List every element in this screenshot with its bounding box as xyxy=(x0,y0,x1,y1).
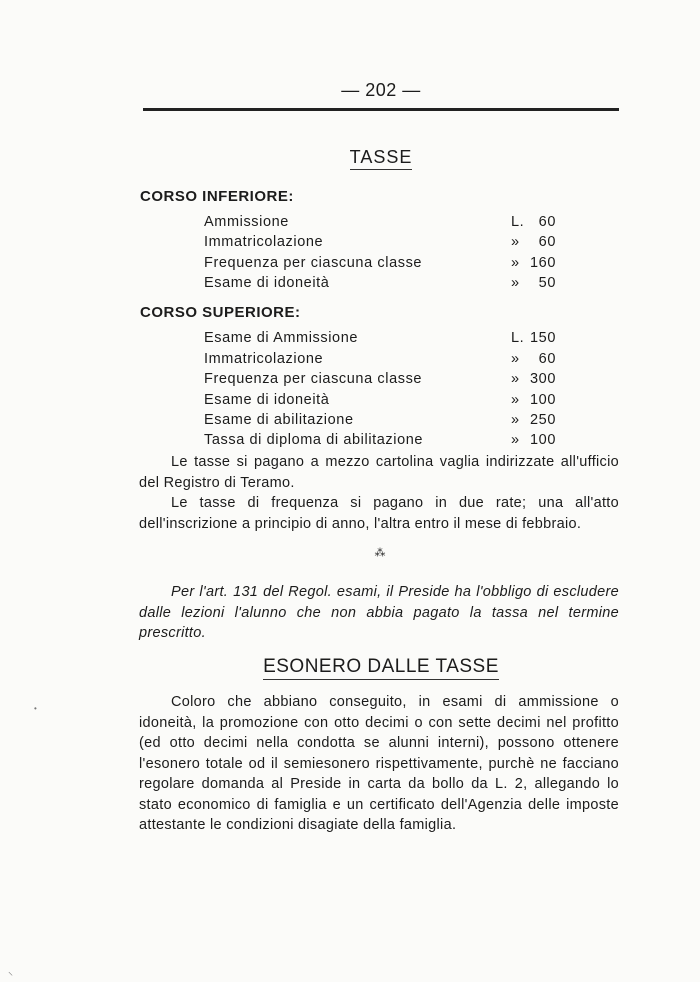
fee-currency: » xyxy=(511,234,520,250)
fee-currency: » xyxy=(511,275,520,291)
fee-amount: 60 xyxy=(538,234,556,250)
fee-label: Frequenza per ciascuna classe xyxy=(204,255,423,271)
fee-label: Tassa di diploma di abilitazione xyxy=(204,432,424,448)
fee-amount: 250 xyxy=(530,412,556,428)
tasse-heading-text: TASSE xyxy=(350,147,413,170)
paragraph-art131: Per l'art. 131 del Regol. esami, il Preside ha l'obbligo di escludere dalle lezioni l'alunno che non abbia pagato la tassa nel termine prescritto. xyxy=(139,584,619,641)
fee-label: Esame di idoneità xyxy=(204,392,330,408)
fee-row xyxy=(204,432,556,452)
fee-label: Esame di abilitazione xyxy=(204,412,354,428)
fee-row xyxy=(204,330,556,350)
fee-amount: 160 xyxy=(530,255,556,271)
paragraph-esonero: Coloro che abbiano conseguito, in esami di ammissione o idoneità, la promozione con otto decimi o con sette decimi nel profitto (ed otto decimi nella condotta se alunni interni), possono ottenere l'esonero totale od il semiesonero rispettivamente, purchè ne facciano regolare domanda al Preside in carta da bollo da L. 2, allegando lo stato economico di famiglia e un certificato dell'Agenzia delle imposte attestante le condizioni disagiate della famiglia. xyxy=(139,694,619,833)
fee-row xyxy=(204,275,556,295)
corso-inferiore-title: CORSO INFERIORE: xyxy=(140,188,294,205)
fee-amount: 100 xyxy=(530,392,556,408)
fee-row xyxy=(204,234,556,254)
header-rule xyxy=(143,108,619,111)
fee-currency: » xyxy=(511,255,520,271)
fee-row xyxy=(204,214,556,234)
fee-amount: 300 xyxy=(530,371,556,387)
fee-row xyxy=(204,351,556,371)
fee-amount: 100 xyxy=(530,432,556,448)
fee-row xyxy=(204,392,556,412)
paragraph-pagamento: Le tasse si pagano a mezzo cartolina vaglia indirizzate all'ufficio del Registro di Teramo. xyxy=(139,454,619,491)
fee-row xyxy=(204,412,556,432)
fee-currency: L. xyxy=(511,214,525,230)
fee-label: Esame di Ammissione xyxy=(204,330,359,346)
fee-currency: » xyxy=(511,412,520,428)
fee-row xyxy=(204,371,556,391)
fee-amount: 60 xyxy=(538,214,556,230)
fee-amount: 50 xyxy=(538,275,556,291)
esonero-heading-text: ESONERO DALLE TASSE xyxy=(263,656,499,680)
fee-currency: » xyxy=(511,351,520,367)
fee-label: Esame di idoneità xyxy=(204,275,330,291)
fee-label: Immatricolazione xyxy=(204,234,324,250)
fee-label: Ammissione xyxy=(204,214,289,230)
fee-currency: » xyxy=(511,392,520,408)
fee-currency: » xyxy=(511,371,520,387)
asterism-divider: ⁂ xyxy=(374,547,386,559)
fee-amount: 150 xyxy=(530,330,556,346)
paragraph-frequenza: Le tasse di frequenza si pagano in due rate; una all'atto dell'inscrizione a principio di anno, l'altra entro il mese di febbraio. xyxy=(139,495,619,532)
fee-label: Immatricolazione xyxy=(204,351,324,367)
fee-amount: 60 xyxy=(538,351,556,367)
page-number: — 202 — xyxy=(341,80,421,100)
esonero-heading xyxy=(0,656,700,680)
fee-row xyxy=(204,255,556,275)
fee-currency: L. xyxy=(511,330,525,346)
corso-superiore-title: CORSO SUPERIORE: xyxy=(140,304,301,321)
fee-currency: » xyxy=(511,432,520,448)
scan-speck: • xyxy=(34,704,37,713)
tasse-heading xyxy=(0,147,700,170)
scan-speck: ⸌ xyxy=(8,971,13,982)
fee-label: Frequenza per ciascuna classe xyxy=(204,371,423,387)
